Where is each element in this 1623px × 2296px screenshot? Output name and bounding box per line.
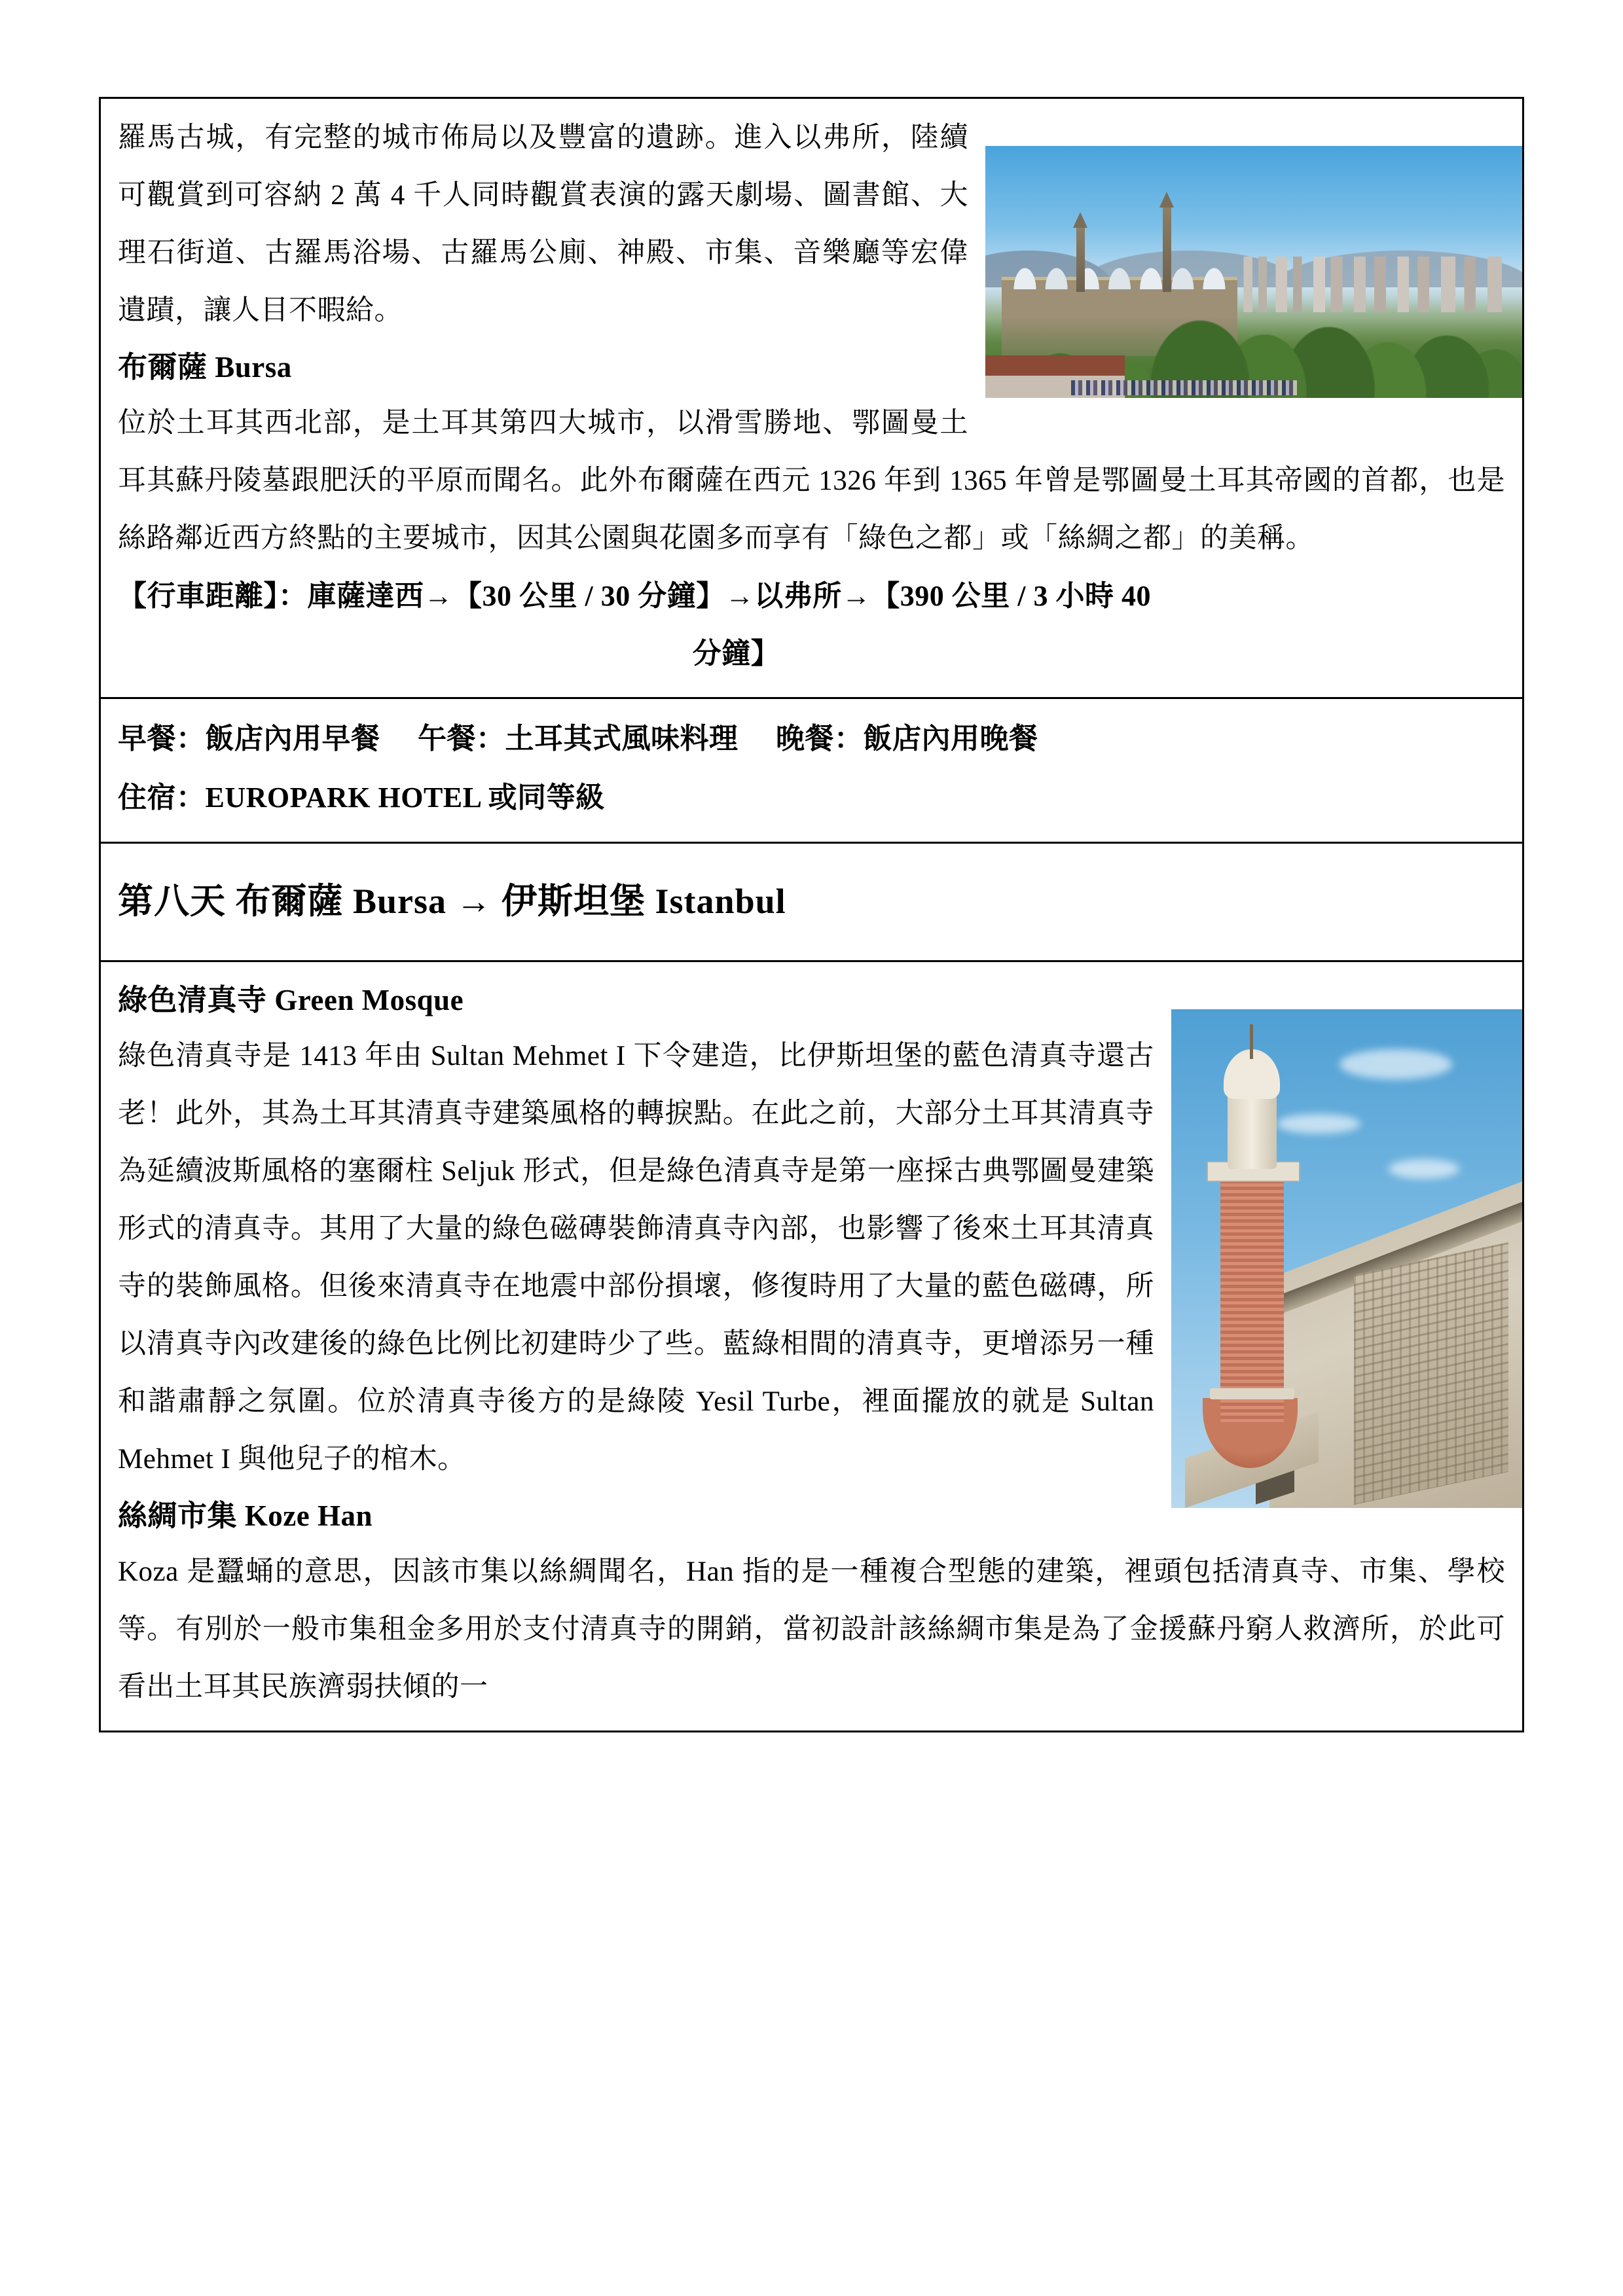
table-row-bursa bbox=[100, 98, 1523, 698]
heading-green-mosque: 綠色清真寺 Green Mosque bbox=[118, 984, 464, 1016]
drive-distance-line-2: 分鐘】 bbox=[692, 637, 780, 670]
day-heading: 第八天 布爾薩 Bursa → 伊斯坦堡 Istanbul bbox=[118, 882, 786, 921]
paragraph-koze-han: Koza 是蠶蛹的意思，因該市集以絲綢聞名，Han 指的是一種複合型態的建築，裡頭包括清真寺、市集、學校等。有別於一般市集租金多用於支付清真寺的開銷，當初設計該絲綢市集是為了金援蘇丹窮人救濟所，於此可看出土耳其民族濟弱扶傾的一 bbox=[118, 1556, 1505, 1702]
cell-bursa bbox=[100, 98, 1523, 698]
paragraph-ephesus: 羅馬古城，有完整的城市佈局以及豐富的遺跡。進入以弗所，陸續可觀賞到可容納 2 萬 4 千人同時觀賞表演的露天劇場、圖書館、大理石街道、古羅馬浴場、古羅馬公廁、神殿、市集、音樂廳等宏偉遺蹟，讓人目不暇給。 bbox=[118, 122, 968, 326]
muqarnas-portal bbox=[1354, 1242, 1508, 1505]
minaret-shaft bbox=[1220, 1174, 1283, 1423]
table-row-green-mosque bbox=[100, 961, 1523, 1732]
accommodation-line: 住宿：EUROPARK HOTEL 或同等級 bbox=[118, 781, 605, 814]
cloud-2 bbox=[1277, 1114, 1361, 1134]
cell-green-mosque bbox=[100, 961, 1523, 1732]
heading-bursa: 布爾薩 Bursa bbox=[118, 351, 292, 384]
cloud-1 bbox=[1340, 1049, 1452, 1079]
drive-distance-line-1: 【行車距離】：庫薩達西→【30 公里 / 30 分鐘】→以弗所→【390 公里 / 3 小時 40 bbox=[118, 580, 1151, 612]
minaret-finial-icon bbox=[1250, 1024, 1253, 1059]
green-mosque-image bbox=[1171, 1009, 1522, 1508]
heading-koze-han: 絲綢市集 Koze Han bbox=[118, 1499, 373, 1532]
cell-day-heading bbox=[100, 843, 1523, 961]
bursa-panorama-image bbox=[985, 146, 1522, 398]
crowd-layer bbox=[1071, 380, 1296, 395]
itinerary-table bbox=[99, 97, 1524, 1732]
paragraph-bursa: 位於土耳其西北部，是土耳其第四大城市，以滑雪勝地、鄂圖曼土耳其蘇丹陵墓跟肥沃的平原而聞名。此外布爾薩在西元 1326 年到 1365 年曾是鄂圖曼土耳其帝國的首都，也是絲路鄰近西方終點的主要城市，因其公園與花園多而享有「綠色之都」或「絲綢之都」的美稱。 bbox=[118, 408, 1505, 554]
minaret-cap bbox=[1228, 1089, 1277, 1169]
meals-line: 早餐：飯店內用早餐 午餐：土耳其式風味料理 晚餐：飯店內用晚餐 bbox=[118, 723, 1038, 755]
minaret-right-icon bbox=[1163, 206, 1171, 292]
table-row-day-heading bbox=[100, 843, 1523, 961]
minaret-ring bbox=[1210, 1388, 1294, 1399]
paragraph-green-mosque: 綠色清真寺是 1413 年由 Sultan Mehmet I 下令建造，比伊斯坦堡的藍色清真寺還古老！此外，其為土耳其清真寺建築風格的轉捩點。在此之前，大部分土耳其清真寺為延續波斯風格的塞爾柱 Seljuk 形式，但是綠色清真寺是第一座採古典鄂圖曼建築形式的清真寺。其用了大量的綠色磁磚裝飾清真寺內部，也影響了後來土耳其清真寺的裝飾風格。但後來清真寺在地震中部份損壞，修復時用了大量的藍色磁磚，所以清真寺內改建後的綠色比例比初建時少了些。藍綠相間的清真寺，更增添另一種和諧肅靜之氛圍。位於清真寺後方的是綠陵 Yesil Turbe，裡面擺放的就是 Sultan Mehmet I 與他兒子的棺木。 bbox=[118, 1041, 1154, 1475]
table-row-meals bbox=[100, 698, 1523, 843]
cloud-3 bbox=[1389, 1159, 1459, 1179]
cell-meals bbox=[100, 698, 1523, 843]
